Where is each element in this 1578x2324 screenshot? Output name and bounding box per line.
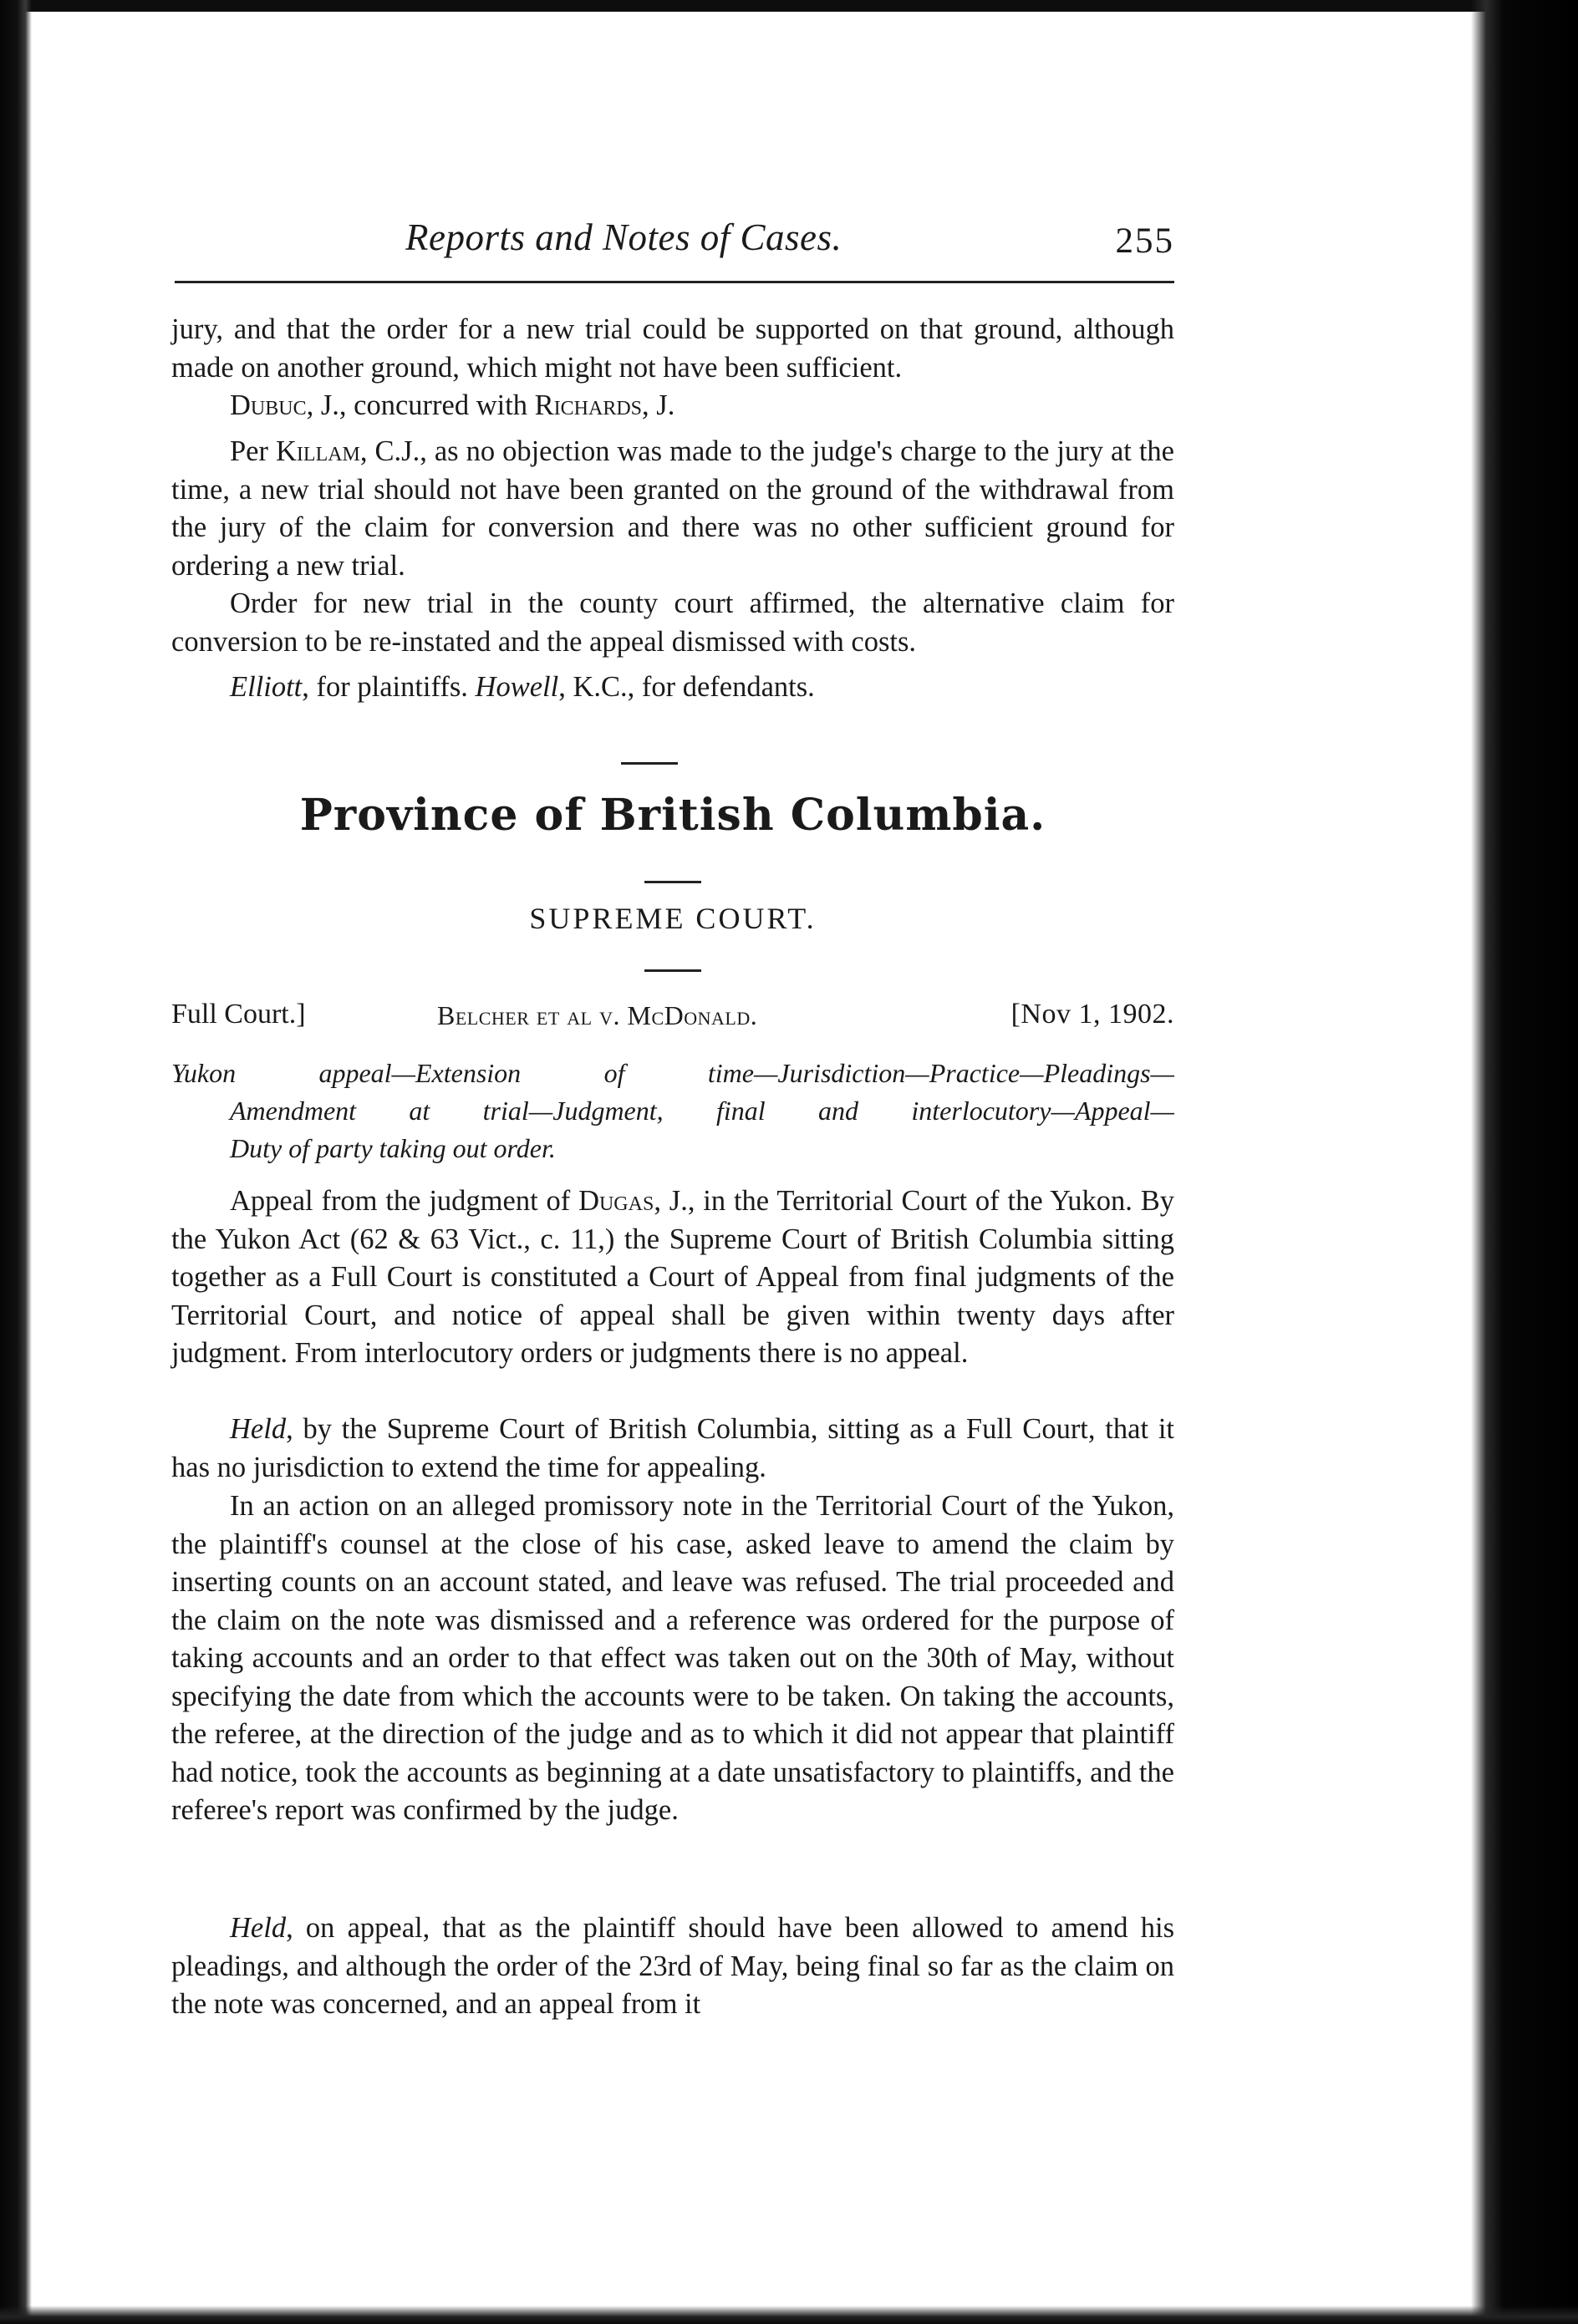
case-date: [Nov 1, 1902. — [1010, 999, 1174, 1030]
headnote-line: Amendment at trial—Judgment, final and interlocutory—Appeal— — [230, 1096, 1174, 1126]
judge-name-dubuc: Dubuc — [230, 389, 307, 421]
case-caption — [171, 999, 1174, 1040]
dubuc-end: , J. — [642, 389, 675, 421]
carryover-paragraph: jury, and that the order for a new trial could be supported on that ground, although made on another ground, which might not have been sufficient. — [171, 313, 1174, 384]
counsel-defendant-role: , K.C., for defendants. — [558, 671, 815, 703]
counsel-defendant-name: Howell — [475, 671, 559, 703]
judge-name-dugas: Dugas — [578, 1185, 654, 1217]
body-paragraph-held-jurisdiction — [171, 1411, 1174, 1487]
document-page — [171, 0, 1174, 2324]
province-heading: Province of British Columbia. — [299, 790, 1046, 841]
section-divider — [621, 762, 678, 765]
headnote-line: Yukon appeal—Extension of time—Jurisdiction—Practice—Pleadings— — [171, 1058, 1174, 1088]
counsel-plaintiff-name: Elliott — [230, 671, 303, 703]
page-number: 255 — [1115, 221, 1174, 261]
held-label: Held — [230, 1912, 287, 1944]
headnote — [171, 1055, 1174, 1167]
p2-rest: , by the Supreme Court of British Columbia, sitting as a Full Court, that it has no jurisdiction to extend the time for appealing. — [171, 1413, 1174, 1483]
headnote-line: Duty of party taking out order. — [230, 1133, 556, 1163]
header-rule — [175, 281, 1174, 283]
case-parties: Belcher et al v. McDonald. — [437, 1000, 758, 1030]
court-heading: SUPREME COURT. — [529, 902, 817, 935]
killam-text: , C.J., as no objection was made to the judge's charge to the jury at the time, a new trial should not have been granted on the ground of the withdrawal from the jury of the claim for conversion and there was no other sufficient ground for ordering a new trial. — [171, 435, 1174, 582]
heading-divider — [644, 881, 701, 883]
counsel-plaintiff-role: , for plaintiffs. — [302, 671, 476, 703]
running-head — [171, 216, 1174, 266]
case-court: Full Court.] — [171, 999, 306, 1030]
p1-rest: , J., in the Territorial Court of the Yukon. By the Yukon Act (62 & 63 Vict., c. 11,) the Supreme Court of British Columbia sitting together as a Full Court is constituted a Court of Appeal from final judgments of the Territorial Court, and notice of appeal shall be given within twenty days after judgment. From interlocutory orders or judgments there is no appeal. — [171, 1185, 1174, 1369]
scan-border-right — [1471, 0, 1578, 2324]
counsel-line — [171, 669, 1174, 707]
p1-start: Appeal from the judgment of — [230, 1185, 579, 1217]
body-paragraph-held-appeal — [171, 1910, 1174, 2024]
scan-border-left — [0, 0, 32, 2324]
judge-name-killam: Killam — [276, 435, 360, 467]
case-divider — [644, 969, 701, 972]
body-paragraph-appeal — [171, 1182, 1174, 1373]
disposition-paragraph: Order for new trial in the county court affirmed, the alternative claim for conversion to be re-instated and the appeal dismissed with costs. — [171, 587, 1174, 658]
killam-opinion — [171, 433, 1174, 585]
running-title: Reports and Notes of Cases. — [405, 216, 842, 258]
dubuc-text: , J., concurred with — [306, 389, 535, 421]
p4-rest: , on appeal, that as the plaintiff should have been allowed to amend his pleadings, and although the order of the 23rd of May, being final so far as the claim on the note was concerned, and an appeal from it — [171, 1912, 1174, 2020]
held-label: Held — [230, 1413, 287, 1445]
dubuc-concurrence — [171, 387, 1174, 425]
killam-prefix: Per — [230, 435, 276, 467]
body-paragraph-facts: In an action on an alleged promissory note in the Territorial Court of the Yukon, the plaintiff's counsel at the close of his case, asked leave to amend the claim by inserting counts on an account stated, and leave was refused. The trial proceeded and the claim on the note was dismissed and a reference was ordered for the purpose of taking accounts and an order to that effect was taken out on the 30th of May, without specifying the date from which the accounts were to be taken. On taking the accounts, the referee, at the direction of the judge and as to which it did not appear that plaintiff had notice, took the accounts as beginning at a date unsatisfactory to plaintiffs, and the referee's report was confirmed by the judge. — [171, 1490, 1174, 1826]
judge-name-richards: Richards — [534, 389, 643, 421]
